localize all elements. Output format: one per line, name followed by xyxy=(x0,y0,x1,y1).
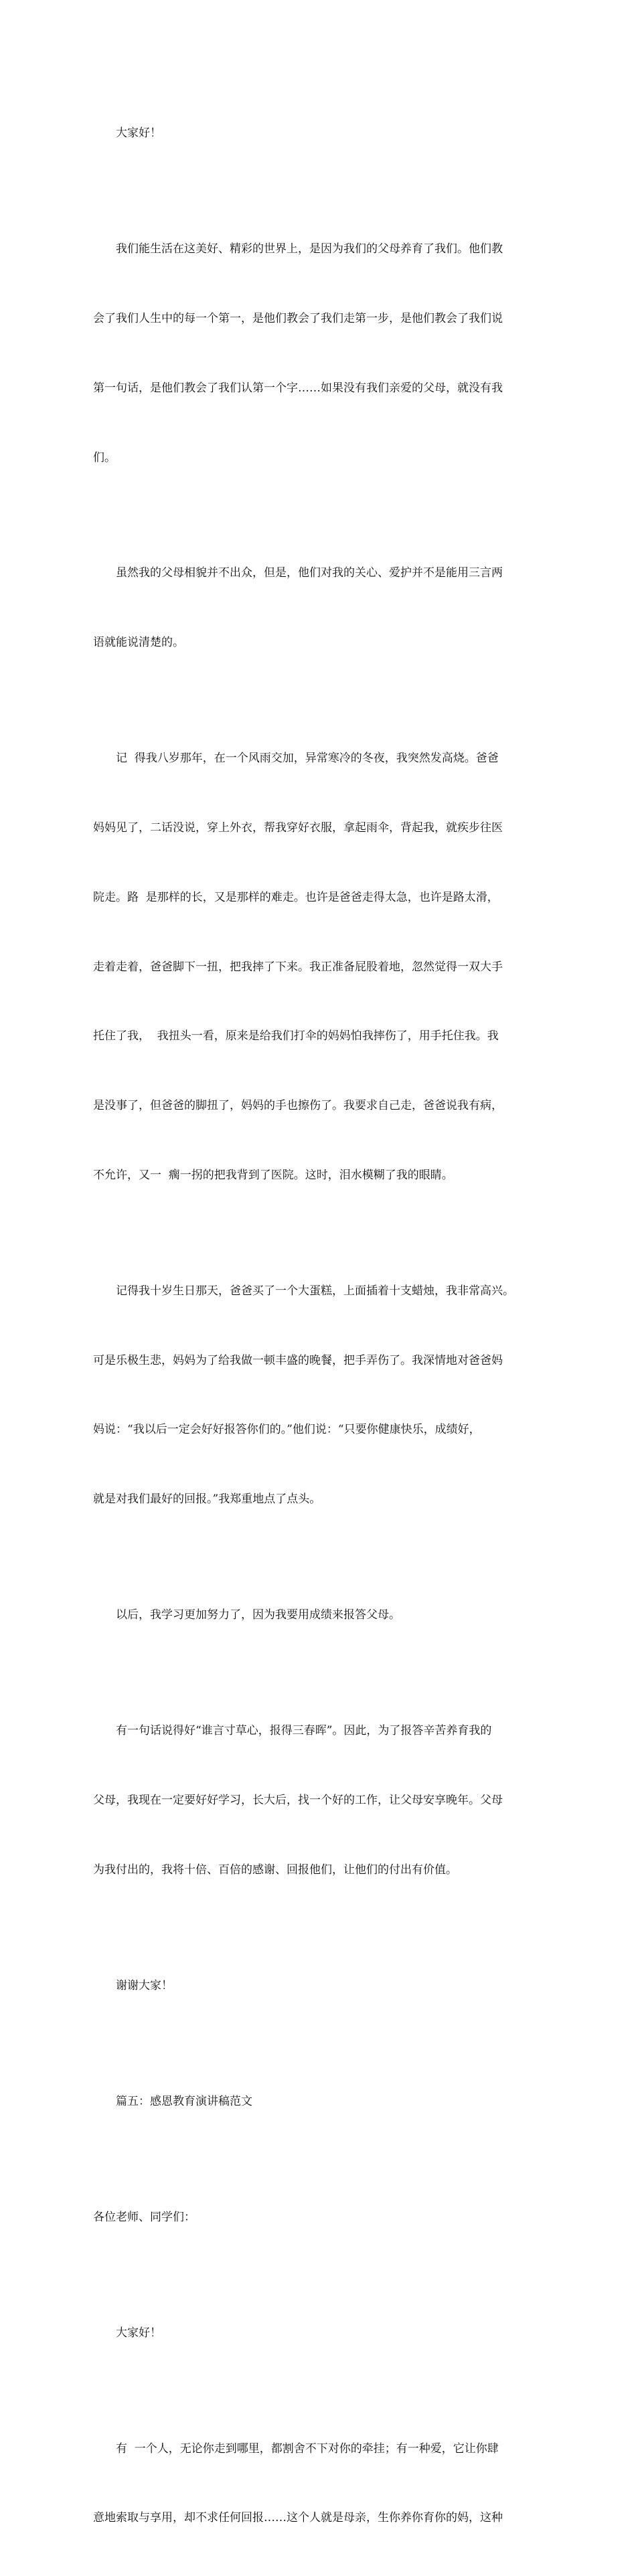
text-line: 不允许，又一 瘸一拐的把我背到了医院。这时，泪水模糊了我的眼睛。 xyxy=(93,1168,453,1182)
text-line: 谢谢大家！ xyxy=(116,1978,173,1992)
text-line: 第一句话，是他们教会了我们认第一个字……如果没有我们亲爱的父母，就没有我 xyxy=(93,381,503,395)
body-paragraph xyxy=(93,515,548,701)
section-heading xyxy=(93,2043,548,2159)
body-paragraph xyxy=(93,1233,548,1557)
text-line: 记得我十岁生日那天，爸爸买了一个大蛋糕，上面插着十支蜡烛，我非常高兴。 xyxy=(116,1284,514,1298)
body-paragraph xyxy=(93,191,548,515)
text-line: 意地索取与享用，却不求任何回报……这个人就是母亲，生你养你育你的妈，这种 xyxy=(93,2511,503,2525)
text-line: 我们能生活在这美好、精彩的世界上，是因为我们的父母养育了我们。他们教 xyxy=(116,242,503,256)
text-line: 语就能说清楚的。 xyxy=(93,636,184,650)
body-paragraph xyxy=(93,701,548,1233)
text-line: 可是乐极生悲，妈妈为了给我做一顿丰盛的晚餐，把手弄伤了。我深情地对爸爸妈 xyxy=(93,1353,503,1367)
text-line: 就是对我们最好的回报。”我郑重地点了点头。 xyxy=(93,1492,321,1507)
text-line: 托住了我， 我扭头一看，原来是给我们打伞的妈妈怕我摔伤了，用手托住我。我 xyxy=(93,1029,499,1043)
text-line: 是没事了，但爸爸的脚扭了，妈妈的手也擦伤了。我要求自己走，爸爸说我有病， xyxy=(93,1099,503,1113)
body-paragraph xyxy=(93,1673,548,1928)
greeting-paragraph xyxy=(93,76,548,191)
closing-paragraph xyxy=(93,1928,548,2044)
text-line: 大家好！ xyxy=(116,2326,161,2340)
body-paragraph xyxy=(93,1557,548,1673)
text-line: 大家好！ xyxy=(116,126,161,141)
document-body xyxy=(93,76,548,2576)
salutation xyxy=(93,2159,548,2275)
text-line: 有一句话说得好“谁言寸草心，报得三春晖”。因此，为了报答辛苦养育我的 xyxy=(116,1724,492,1738)
text-line: 以后，我学习更加努力了，因为我要用成绩来报答父母。 xyxy=(116,1608,400,1622)
text-line: 为我付出的，我将十倍、百倍的感谢、回报他们，让他们的付出有价值。 xyxy=(93,1863,457,1877)
text-line: 父母，我现在一定要好好学习，长大后，找一个好的工作，让父母安享晚年。父母 xyxy=(93,1793,503,1807)
text-line: 篇五：感恩教育演讲稿范文 xyxy=(116,2094,252,2108)
text-line: 妈说：“我以后一定会好好报答你们的。”他们说：“只要你健康快乐，成绩好， xyxy=(93,1423,481,1437)
body-paragraph xyxy=(93,2391,548,2576)
text-line: 记 得我八岁那年，在一个风雨交加，异常寒冷的冬夜，我突然发高烧。爸爸 xyxy=(116,752,499,766)
text-line: 院走。路 是那样的长，又是那样的难走。也许是爸爸走得太急，也许是路太滑， xyxy=(93,890,499,904)
text-line: 走着走着，爸爸脚下一扭，把我摔了下来。我正准备屁股着地，忽然觉得一双大手 xyxy=(93,960,503,974)
greeting-paragraph xyxy=(93,2275,548,2391)
text-line: 们。 xyxy=(93,450,116,464)
text-line: 有 一个人，无论你走到哪里，都割舍不下对你的牵挂；有一种爱，它让你肆 xyxy=(116,2441,499,2456)
text-line: 妈妈见了，二话没说，穿上外衣，帮我穿好衣服，拿起雨伞，背起我，就疾步往医 xyxy=(93,821,503,835)
text-line: 各位老师、同学们： xyxy=(93,2210,195,2224)
text-line: 会了我们人生中的每一个第一，是他们教会了我们走第一步，是他们教会了我们说 xyxy=(93,311,503,325)
text-line: 虽然我的父母相貌并不出众，但是，他们对我的关心、爱护并不是能用三言两 xyxy=(116,566,503,580)
